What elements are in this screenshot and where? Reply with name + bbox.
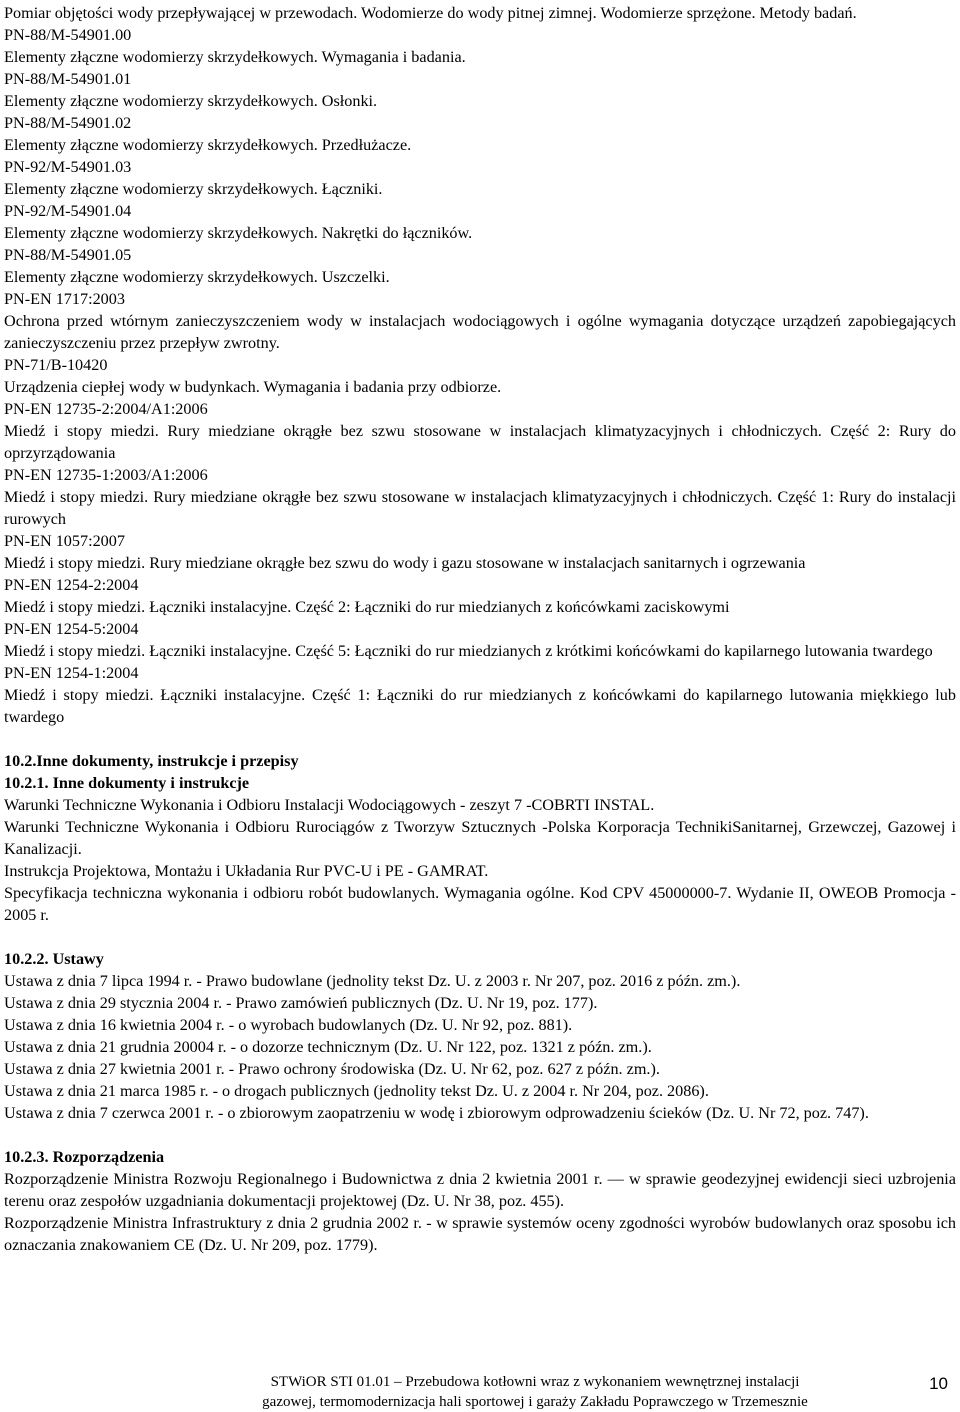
standard-code: PN-88/M-54901.00: [4, 26, 132, 44]
document-item: Warunki Techniczne Wykonania i Odbioru Instalacji Wodociągowych - zeszyt 7 -COBRTI INSTAL.: [4, 796, 655, 814]
standard-code: PN-EN 1254-5:2004: [4, 620, 139, 638]
law-item: Ustawa z dnia 16 kwietnia 2004 r. - o wyrobach budowlanych (Dz. U. Nr 92, poz. 881).: [4, 1016, 573, 1034]
law-item: Ustawa z dnia 21 grudnia 20004 r. - o dozorze technicznym (Dz. U. Nr 122, poz. 1321 z późn. zm.).: [4, 1038, 652, 1056]
standard-description: Elementy złączne wodomierzy skrzydełkowych. Nakrętki do łączników.: [4, 224, 473, 242]
law-item: Ustawa z dnia 7 lipca 1994 r. - Prawo budowlane (jednolity tekst Dz. U. z 2003 r. Nr 207, poz. 2016 z późn. zm.).: [4, 972, 741, 990]
standard-code: PN-EN 1717:2003: [4, 290, 125, 308]
footer-text: [140, 1372, 930, 1412]
standard-code: PN-92/M-54901.03: [4, 158, 132, 176]
law-item: Ustawa z dnia 21 marca 1985 r. - o drogach publicznych (jednolity tekst Dz. U. z 2004 r. Nr 204, poz. 2086).: [4, 1082, 709, 1100]
standard-description: Elementy złączne wodomierzy skrzydełkowych. Przedłużacze.: [4, 136, 412, 154]
subsection-heading: 10.2.3. Rozporządzenia: [4, 1148, 165, 1166]
standard-code: PN-88/M-54901.01: [4, 70, 132, 88]
subsection-heading: 10.2.1. Inne dokumenty i instrukcje: [4, 774, 250, 792]
standard-code: PN-71/B-10420: [4, 356, 108, 374]
law-item: Ustawa z dnia 29 stycznia 2004 r. - Prawo zamówień publicznych (Dz. U. Nr 19, poz. 177).: [4, 994, 598, 1012]
standard-description: Pomiar objętości wody przepływającej w przewodach. Wodomierze do wody pitnej zimnej. Wodomierze sprzężone. Metody badań.: [4, 4, 857, 22]
footer-line-1: STWiOR STI 01.01 – Przebudowa kotłowni wraz z wykonaniem wewnętrznej instalacji: [270, 1374, 800, 1390]
document-item: Specyfikacja techniczna wykonania i odbioru robót budowlanych. Wymagania ogólne. Kod CPV 45000000-7. Wydanie II, OWEOB Promocja - 2005 r.: [4, 884, 956, 924]
standard-description: Miedź i stopy miedzi. Łączniki instalacyjne. Część 1: Łączniki do rur miedzianych z końcówkami do kapilarnego lutowania miękkiego lub twardego: [4, 686, 956, 726]
standard-description: Elementy złączne wodomierzy skrzydełkowych. Wymagania i badania.: [4, 48, 466, 66]
standard-code: PN-EN 1057:2007: [4, 532, 125, 550]
regulation-item: Rozporządzenie Ministra Infrastruktury z dnia 2 grudnia 2002 r. - w sprawie systemów oceny zgodności wyrobów budowlanych oraz sposobu ich oznaczania znakowaniem CE (Dz. U. Nr 209, poz. 1779).: [4, 1214, 956, 1254]
standard-description: Elementy złączne wodomierzy skrzydełkowych. Łączniki.: [4, 180, 383, 198]
standard-description: Miedź i stopy miedzi. Łączniki instalacyjne. Część 2: Łączniki do rur miedzianych z końcówkami zaciskowymi: [4, 598, 730, 616]
standard-description: Ochrona przed wtórnym zanieczyszczeniem wody w instalacjach wodociągowych i ogólne wymagania dotyczące urządzeń zapobiegających zanieczyszczeniu przez przepływ zwrotny.: [4, 312, 956, 352]
standard-code: PN-EN 1254-1:2004: [4, 664, 139, 682]
footer-line-2: gazowej, termomodernizacja hali sportowej i garaży Zakładu Poprawczego w Trzemesznie: [262, 1394, 808, 1410]
standard-description: Miedź i stopy miedzi. Rury miedziane okrągłe bez szwu stosowane w instalacjach klimatyzacyjnych i chłodniczych. Część 1: Rury do instalacji rurowych: [4, 488, 956, 528]
standard-code: PN-EN 1254-2:2004: [4, 576, 139, 594]
standard-description: Elementy złączne wodomierzy skrzydełkowych. Osłonki.: [4, 92, 378, 110]
document-item: Instrukcja Projektowa, Montażu i Układania Rur PVC-U i PE - GAMRAT.: [4, 862, 489, 880]
page-footer: [0, 1372, 960, 1412]
page-number: 10: [929, 1374, 948, 1393]
standard-description: Miedź i stopy miedzi. Łączniki instalacyjne. Część 5: Łączniki do rur miedzianych z krótkimi końcówkami do kapilarnego lutowania twardego: [4, 642, 933, 660]
document-page: [4, 2, 956, 1256]
law-item: Ustawa z dnia 27 kwietnia 2001 r. - Prawo ochrony środowiska (Dz. U. Nr 62, poz. 627 z późn. zm.).: [4, 1060, 660, 1078]
standard-code: PN-92/M-54901.04: [4, 202, 132, 220]
standards-list: [4, 2, 956, 728]
standard-description: Miedź i stopy miedzi. Rury miedziane okrągłe bez szwu do wody i gazu stosowane w instalacjach sanitarnych i ogrzewania: [4, 554, 806, 572]
standard-code: PN-EN 12735-2:2004/A1:2006: [4, 400, 208, 418]
standard-description: Elementy złączne wodomierzy skrzydełkowych. Uszczelki.: [4, 268, 390, 286]
standard-description: Urządzenia ciepłej wody w budynkach. Wymagania i badania przy odbiorze.: [4, 378, 502, 396]
document-item: Warunki Techniczne Wykonania i Odbioru Rurociągów z Tworzyw Sztucznych -Polska Korporacja TechnikiSanitarnej, Grzewczej, Gazowej i Kanalizacji.: [4, 818, 956, 858]
standard-code: PN-88/M-54901.05: [4, 246, 132, 264]
law-item: Ustawa z dnia 7 czerwca 2001 r. - o zbiorowym zaopatrzeniu w wodę i zbiorowym odprowadzeniu ścieków (Dz. U. Nr 72, poz. 747).: [4, 1104, 869, 1122]
subsection-heading: 10.2.2. Ustawy: [4, 950, 104, 968]
standard-code: PN-88/M-54901.02: [4, 114, 132, 132]
section-heading: 10.2.Inne dokumenty, instrukcje i przepisy: [4, 752, 299, 770]
standard-code: PN-EN 12735-1:2003/A1:2006: [4, 466, 208, 484]
regulation-item: Rozporządzenie Ministra Rozwoju Regionalnego i Budownictwa z dnia 2 kwietnia 2001 r. — w sprawie geodezyjnej ewidencji sieci uzbrojenia terenu oraz zespołów uzgadniania dokumentacji projektowej (Dz. U. Nr 38, poz. 455).: [4, 1170, 956, 1210]
standard-description: Miedź i stopy miedzi. Rury miedziane okrągłe bez szwu stosowane w instalacjach klimatyzacyjnych i chłodniczych. Część 2: Rury do oprzyrządowania: [4, 422, 956, 462]
